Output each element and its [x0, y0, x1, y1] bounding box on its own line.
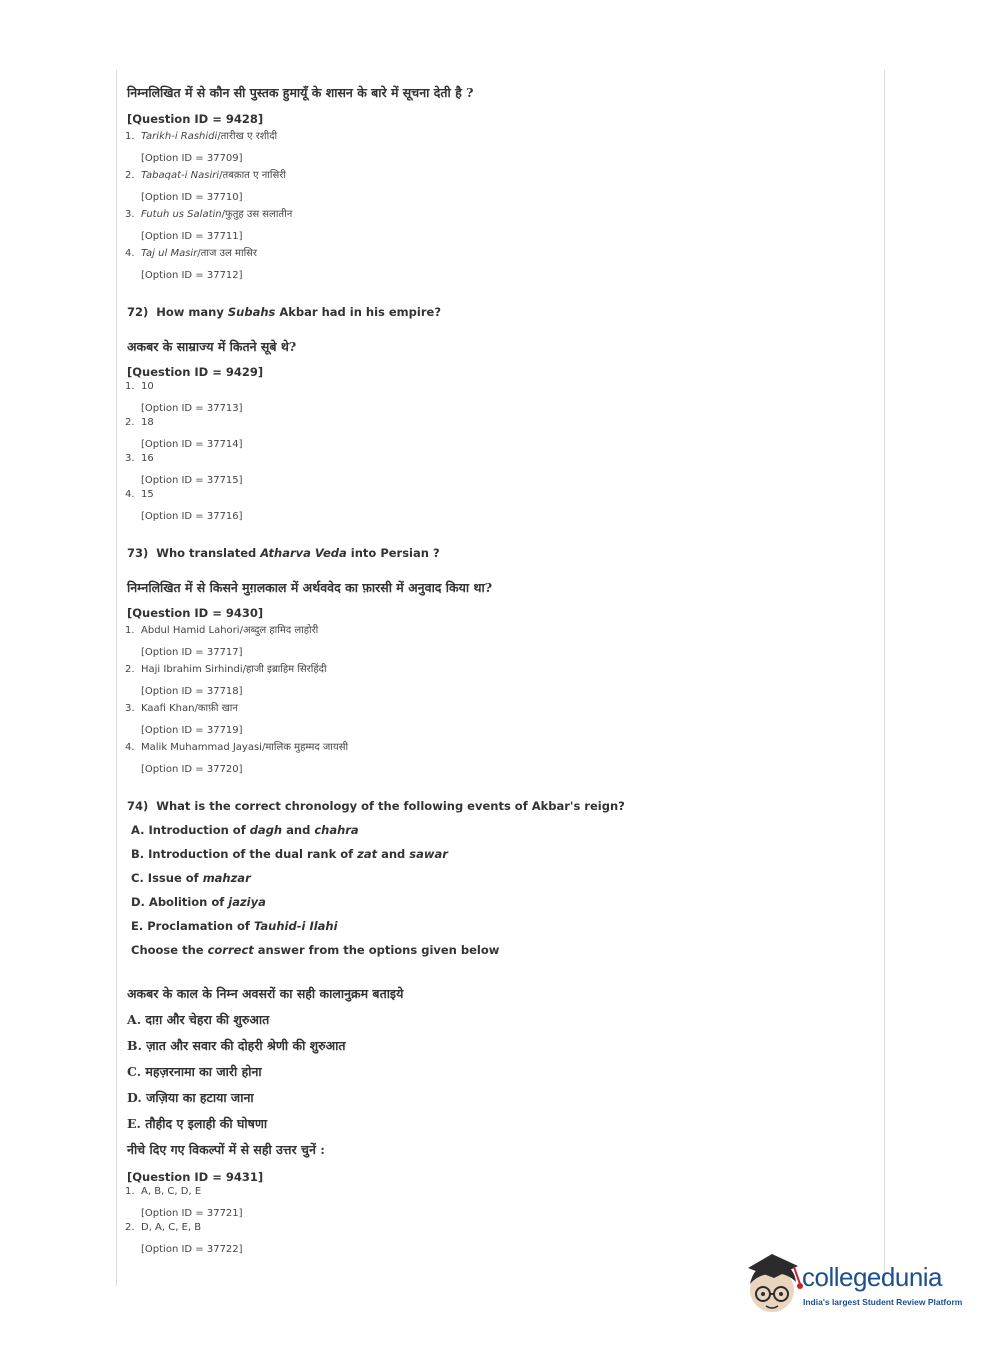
q74-question: 74) What is the correct chronology of the following events of Akbar's reign?	[127, 799, 625, 813]
option-item: 2. Tabaqat-i Nasiri/तबक़ात ए नासिरी	[125, 170, 286, 181]
q72-question-id: [Question ID = 9429]	[127, 365, 264, 379]
q74-hindi-statement-b: B. ज़ात और सवार की दोहरी श्रेणी की शुरुआत	[127, 1038, 346, 1053]
option-item: 2. D, A, C, E, B	[125, 1222, 202, 1233]
q74-statement-e: E. Proclamation of Tauhid-i Ilahi	[131, 919, 338, 933]
option-item: 2. Haji Ibrahim Sirhindi/हाजी इब्राहिम सिरहिंदी	[125, 664, 327, 675]
option-id: [Option ID = 37715]	[141, 475, 243, 486]
q74-question-id: [Question ID = 9431]	[127, 1170, 264, 1184]
q74-options	[127, 1186, 867, 1255]
right-margin-rule	[884, 70, 885, 1286]
option-item: 4. 15	[125, 489, 154, 500]
q74-hindi-statement-d: D. जज़िया का हटाया जाना	[127, 1090, 254, 1105]
q73-question-id: [Question ID = 9430]	[127, 606, 264, 620]
option-item: 1. 10	[125, 381, 154, 392]
q74-hindi-statement-a: A. दाग़ और चेहरा की शुरुआत	[127, 1012, 270, 1027]
q71-question-id: [Question ID = 9428]	[127, 112, 264, 126]
option-id: [Option ID = 37719]	[141, 725, 243, 736]
option-id: [Option ID = 37712]	[141, 270, 243, 281]
q72-hindi-question: अकबर के साम्राज्य में कितने सूबे थे?	[127, 339, 297, 354]
option-item: 3. Kaafi Khan/काफ़ी खान	[125, 703, 238, 714]
option-item: 3. Futuh us Salatin/फुतुह उस सलातीन	[125, 209, 293, 220]
q74-hindi-statement-e: E. तौहीद ए इलाही की घोषणा	[127, 1116, 268, 1131]
q72-options	[127, 381, 867, 522]
option-id: [Option ID = 37721]	[141, 1208, 243, 1219]
q71-hindi-question: निम्नलिखित में से कौन सी पुस्तक हुमायूँ के शासन के बारे में सूचना देती है ?	[127, 85, 474, 100]
q74-hindi-question: अकबर के काल के निम्न अवसरों का सही कालानुक्रम बताइये	[127, 986, 404, 1001]
option-id: [Option ID = 37713]	[141, 403, 243, 414]
option-id: [Option ID = 37718]	[141, 686, 243, 697]
brand-name: collegedunia	[802, 1262, 943, 1292]
q73-hindi-question: निम्नलिखित में से किसने मुग़लकाल में अर्थववेद का फ़ारसी में अनुवाद किया था?	[127, 580, 493, 595]
option-item: 1. Tarikh-i Rashidi/तारीख ए रशीदी	[125, 131, 278, 142]
option-id: [Option ID = 37709]	[141, 153, 243, 164]
left-margin-rule	[116, 70, 117, 1286]
option-id: [Option ID = 37716]	[141, 511, 243, 522]
q72-question: 72) How many Subahs Akbar had in his empire?	[127, 305, 441, 319]
q73-question: 73) Who translated Atharva Veda into Persian ?	[127, 546, 440, 560]
option-item: 1. Abdul Hamid Lahori/अब्दुल हामिद लाहोरी	[125, 625, 319, 636]
option-id: [Option ID = 37710]	[141, 192, 243, 203]
q73-options	[127, 622, 867, 775]
option-item: 4. Malik Muhammad Jayasi/मालिक मुहम्मद जायसी	[125, 742, 349, 753]
option-id: [Option ID = 37717]	[141, 647, 243, 658]
q74-hindi-instruction: नीचे दिए गए विकल्पों में से सही उत्तर चुनें :	[127, 1142, 325, 1157]
brand-tagline: India's largest Student Review Platform	[803, 1297, 963, 1307]
q74-statement-a: A. Introduction of dagh and chahra	[131, 823, 359, 837]
q74-hindi-statement-c: C. महज़रनामा का जारी होना	[127, 1064, 262, 1079]
question-paper	[127, 84, 867, 1258]
q71-options	[127, 128, 867, 281]
q74-statement-d: D. Abolition of jaziya	[131, 895, 266, 909]
option-item: 4. Taj ul Masir/ताज उल मासिर	[125, 248, 258, 259]
option-item: 3. 16	[125, 453, 154, 464]
option-id: [Option ID = 37720]	[141, 764, 243, 775]
option-id: [Option ID = 37714]	[141, 439, 243, 450]
q74-statement-c: C. Issue of mahzar	[131, 871, 251, 885]
option-id: [Option ID = 37711]	[141, 231, 243, 242]
option-id: [Option ID = 37722]	[141, 1244, 243, 1255]
option-item: 1. A, B, C, D, E	[125, 1186, 202, 1197]
q74-instruction: Choose the correct answer from the options given below	[131, 943, 500, 957]
q74-statement-b: B. Introduction of the dual rank of zat and sawar	[131, 847, 448, 861]
option-item: 2. 18	[125, 417, 154, 428]
